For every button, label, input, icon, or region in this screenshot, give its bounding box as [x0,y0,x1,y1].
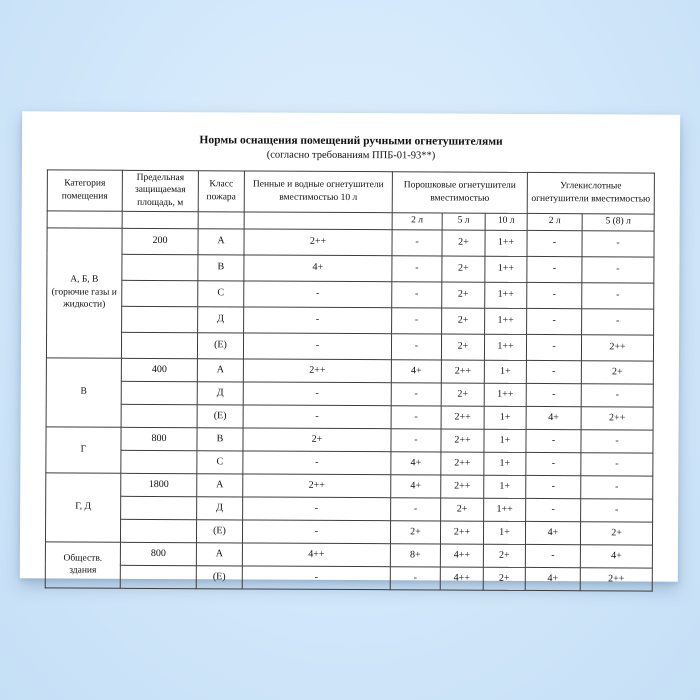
table-header [47,169,654,230]
document-page [20,111,680,585]
area-cell [121,496,197,519]
co2-5-8l-cell: - [582,308,654,334]
powder-10l-cell: 2+ [483,544,525,567]
co2-2l-cell: - [527,256,582,282]
area-cell [122,254,198,280]
foam-value-cell: - [244,280,392,307]
co2-5-8l-cell: - [582,282,654,308]
powder-2l-cell: - [391,497,441,520]
table-row [46,472,653,498]
co2-2l-cell: - [526,429,581,452]
table-row [46,426,653,452]
document-title-block [22,111,680,164]
header-powder-group: Порошковые огнетушители вместимостью [392,171,527,213]
powder-10l-cell: 1++ [485,308,527,334]
document-subtitle: (согласно требованиям ППБ-01-93**) [266,149,436,162]
fire-class-cell: А [196,542,242,565]
co2-2l-cell: 4+ [525,521,580,544]
area-cell: 400 [121,358,197,381]
co2-2l-cell: - [526,452,581,475]
co2-5-8l-cell: 2++ [581,334,653,360]
document-title: Нормы оснащения помещений ручными огнетушителями [199,134,503,148]
powder-2l-cell: 8+ [390,543,440,566]
header-foam: Пенные и водные огнетушители вместимостью 10 л [244,170,392,212]
powder-10l-cell: 1+ [483,521,525,544]
powder-5l-cell: 2+ [442,307,485,333]
powder-5l-cell: 4++ [440,566,483,589]
powder-2l-cell: - [390,566,440,589]
header-powder-10l: 10 л [485,213,527,230]
co2-5-8l-cell: 2+ [580,521,652,544]
fire-class-cell: Д [198,306,244,332]
co2-2l-cell: - [526,334,581,360]
co2-5-8l-cell: 2++ [580,567,652,590]
fire-class-cell: (Е) [197,332,243,358]
area-cell: 800 [121,427,197,450]
powder-2l-cell: 4+ [391,451,441,474]
co2-5-8l-cell: - [581,383,653,406]
co2-2l-cell: - [527,282,582,308]
powder-10l-cell: 1+ [484,360,526,383]
header-empty-fire-class [198,211,244,228]
extinguisher-norms-table [45,169,655,591]
foam-value-cell: - [243,381,391,405]
co2-2l-cell: - [525,544,580,567]
co2-2l-cell: - [526,360,581,383]
co2-5-8l-cell: 4+ [580,544,652,567]
area-cell [121,332,197,358]
co2-5-8l-cell: - [581,429,653,452]
header-empty-category [47,210,122,227]
category-cell: Обществ. здания [45,541,120,587]
co2-2l-cell: - [526,383,581,406]
header-empty-area [122,211,198,228]
table-row [45,518,652,544]
table-row [46,495,653,521]
fire-class-cell: (Е) [196,519,242,542]
co2-2l-cell: - [526,475,581,498]
area-cell [122,306,198,332]
co2-5-8l-cell: 2+ [581,360,653,383]
powder-5l-cell: 2++ [441,405,484,428]
foam-value-cell: - [243,496,391,520]
area-cell [121,404,197,427]
foam-value-cell: - [242,565,390,589]
foam-value-cell: 4+ [244,254,392,281]
co2-5-8l-cell: - [581,498,653,521]
fire-class-cell: (Е) [196,565,242,588]
table-row [47,279,654,308]
header-category: Категория помещения [47,169,122,210]
powder-2l-cell: - [392,229,442,255]
foam-value-cell: - [243,332,391,359]
fire-class-cell: Д [197,381,243,404]
foam-value-cell: 2++ [243,358,391,382]
category-cell: А, Б, В (горючие газы и жидкости) [46,227,122,357]
fire-class-cell: С [197,450,243,473]
powder-10l-cell: 1+ [484,452,526,475]
powder-5l-cell: 2+ [441,497,484,520]
powder-5l-cell: 2+ [442,229,485,255]
co2-5-8l-cell: - [582,230,654,256]
header-powder-2l: 2 л [392,212,442,229]
category-cell: Г [46,426,121,472]
powder-2l-cell: - [391,382,441,405]
powder-10l-cell: 1++ [484,334,526,360]
powder-10l-cell: 1++ [485,230,527,256]
table-row [46,403,653,429]
table-row [47,305,654,334]
area-cell [121,381,197,404]
foam-value-cell: - [244,306,392,333]
co2-2l-cell: 4+ [526,406,581,429]
powder-5l-cell: 2++ [441,359,484,382]
powder-10l-cell: 1++ [484,498,526,521]
powder-2l-cell: 2+ [390,520,440,543]
fire-class-cell: С [198,280,244,306]
category-cell: Г, Д [45,472,120,541]
powder-2l-cell: - [391,333,441,359]
fire-class-cell: В [198,254,244,280]
powder-5l-cell: 2+ [441,382,484,405]
co2-5-8l-cell: 2++ [581,406,653,429]
table-row [46,357,653,383]
powder-10l-cell: 1+ [484,429,526,452]
area-cell: 1800 [121,473,197,496]
area-cell [120,519,196,542]
area-cell [120,565,196,588]
fire-class-cell: А [197,358,243,381]
foam-value-cell: - [243,450,391,474]
co2-2l-cell: - [527,308,582,334]
category-cell: В [46,357,121,426]
header-co2-2l: 2 л [527,213,582,230]
table-row [47,253,654,282]
co2-2l-cell: - [526,498,581,521]
header-powder-5l: 5 л [442,212,485,229]
fire-class-cell: (Е) [197,404,243,427]
powder-5l-cell: 2+ [442,281,485,307]
powder-2l-cell: - [392,307,442,333]
powder-10l-cell: 1+ [484,475,526,498]
powder-5l-cell: 2++ [441,428,484,451]
foam-value-cell: - [242,519,390,543]
co2-5-8l-cell: - [582,256,654,282]
table-row [46,380,653,406]
co2-2l-cell: 4+ [525,567,580,590]
header-fire-class: Класс пожара [198,170,244,211]
powder-2l-cell: - [391,405,441,428]
powder-10l-cell: 1+ [484,406,526,429]
table-row [45,541,652,567]
table-row [45,564,652,590]
header-co2-5-8l: 5 (8) л [582,213,654,230]
header-empty-foam [244,211,392,229]
foam-value-cell: 2++ [243,473,391,497]
powder-5l-cell: 4++ [440,543,483,566]
foam-value-cell: 2++ [244,228,392,255]
powder-2l-cell: - [392,281,442,307]
co2-5-8l-cell: - [581,452,653,475]
powder-5l-cell: 2++ [440,520,483,543]
powder-5l-cell: 2++ [441,451,484,474]
fire-class-cell: Д [197,496,243,519]
powder-2l-cell: 4+ [391,359,441,382]
area-cell: 800 [120,542,196,565]
header-row-main [47,169,654,213]
header-co2-group: Углекислотные огнетушители вместимостью [527,172,654,214]
powder-2l-cell: - [392,255,442,281]
foam-value-cell: - [243,404,391,428]
header-area: Предельная защищаемая площадь, м [122,170,198,211]
co2-2l-cell: - [527,230,582,256]
fire-class-cell: А [197,473,243,496]
powder-2l-cell: - [391,428,441,451]
foam-value-cell: 4++ [242,542,390,566]
table-row [46,331,653,360]
powder-10l-cell: 1++ [485,282,527,308]
area-cell [122,280,198,306]
powder-10l-cell: 2+ [483,567,525,590]
table-body [45,227,654,590]
co2-5-8l-cell: - [581,475,653,498]
powder-5l-cell: 2++ [441,474,484,497]
area-cell [121,450,197,473]
powder-10l-cell: 1++ [484,383,526,406]
fire-class-cell: А [198,228,244,254]
powder-2l-cell: 4+ [391,474,441,497]
table-row [46,449,653,475]
foam-value-cell: 2+ [243,427,391,451]
area-cell: 200 [122,228,198,254]
fire-class-cell: В [197,427,243,450]
powder-5l-cell: 2+ [442,255,485,281]
table-row [47,227,654,256]
powder-5l-cell: 2+ [441,333,484,359]
powder-10l-cell: 1++ [485,256,527,282]
